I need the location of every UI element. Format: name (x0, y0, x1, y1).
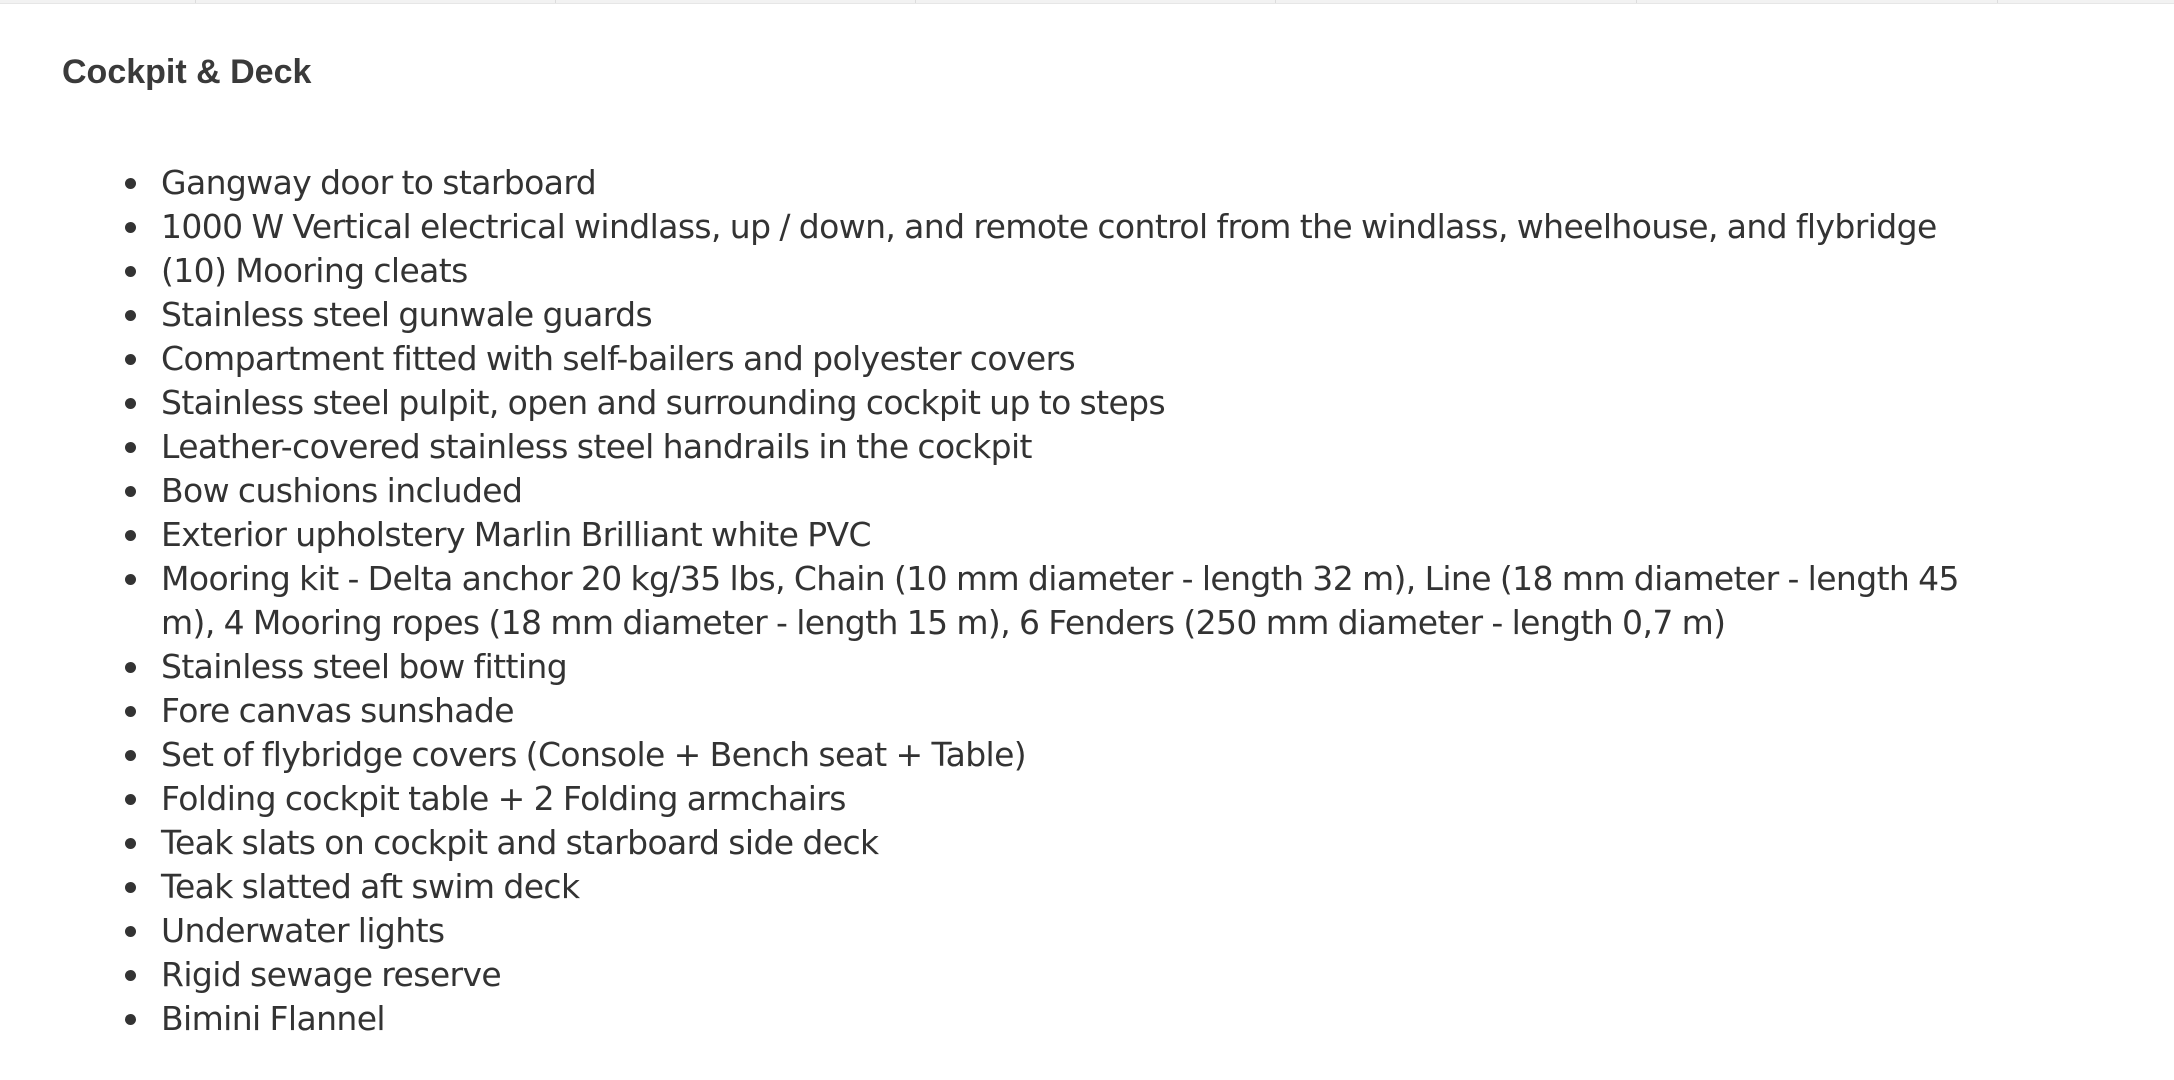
list-item (161, 293, 2021, 337)
list-item (161, 909, 2021, 953)
list-item (161, 645, 2021, 689)
bullet-icon (125, 222, 136, 233)
list-item (161, 249, 2021, 293)
bullet-icon (125, 662, 136, 673)
list-item-text: Stainless steel pulpit, open and surrounding cockpit up to steps (161, 383, 1166, 422)
list-item (161, 689, 2021, 733)
list-item-text: Rigid sewage reserve (161, 955, 502, 994)
bullet-icon (125, 838, 136, 849)
bullet-icon (125, 266, 136, 277)
bullet-icon (125, 970, 136, 981)
bullet-icon (125, 486, 136, 497)
list-item-text: Compartment fitted with self-bailers and polyester covers (161, 339, 1076, 378)
list-item-text: Folding cockpit table + 2 Folding armchairs (161, 779, 846, 818)
list-item (161, 425, 2021, 469)
list-item-text: Mooring kit - Delta anchor 20 kg/35 lbs, Chain (10 mm diameter - length 32 m), Line (18 mm diameter - length 45 m), 4 Mooring ropes (18 mm diameter - length 15 m), 6 Fenders (250 mm diameter - length 0,7 m) (161, 559, 1959, 642)
list-item (161, 381, 2021, 425)
bullet-icon (125, 750, 136, 761)
list-item-text: Bow cushions included (161, 471, 523, 510)
list-item (161, 733, 2021, 777)
list-item-text: Bimini Flannel (161, 999, 385, 1038)
strip-separator (1636, 0, 1637, 3)
list-item (161, 205, 2021, 249)
feature-list (161, 161, 2021, 1041)
bullet-icon (125, 398, 136, 409)
list-item-text: Gangway door to starboard (161, 163, 597, 202)
list-item-text: Set of flybridge covers (Console + Bench seat + Table) (161, 735, 1027, 774)
list-item (161, 777, 2021, 821)
bullet-icon (125, 926, 136, 937)
bullet-icon (125, 794, 136, 805)
list-item-text: Stainless steel gunwale guards (161, 295, 653, 334)
list-item (161, 953, 2021, 997)
list-item-text: (10) Mooring cleats (161, 251, 468, 290)
strip-separator (195, 0, 196, 3)
list-item-text: Leather-covered stainless steel handrails in the cockpit (161, 427, 1032, 466)
strip-separator (555, 0, 556, 3)
bullet-icon (125, 530, 136, 541)
list-item (161, 513, 2021, 557)
list-item (161, 997, 2021, 1041)
strip-separator (1275, 0, 1276, 3)
top-divider-strip (0, 0, 2174, 4)
bullet-icon (125, 178, 136, 189)
list-item-text: Teak slats on cockpit and starboard side deck (161, 823, 879, 862)
bullet-icon (125, 310, 136, 321)
list-item-text: Exterior upholstery Marlin Brilliant white PVC (161, 515, 871, 554)
list-item (161, 161, 2021, 205)
bullet-icon (125, 442, 136, 453)
bullet-icon (125, 882, 136, 893)
strip-separator (1997, 0, 1998, 3)
list-item-text: Teak slatted aft swim deck (161, 867, 580, 906)
list-item (161, 865, 2021, 909)
list-item-text: Stainless steel bow fitting (161, 647, 568, 686)
bullet-icon (125, 354, 136, 365)
list-item (161, 557, 2021, 645)
list-item-text: Underwater lights (161, 911, 445, 950)
bullet-icon (125, 574, 136, 585)
list-item (161, 469, 2021, 513)
bullet-icon (125, 1014, 136, 1025)
strip-separator (915, 0, 916, 3)
list-item-text: Fore canvas sunshade (161, 691, 514, 730)
list-item (161, 337, 2021, 381)
bullet-icon (125, 706, 136, 717)
list-item (161, 821, 2021, 865)
list-item-text: 1000 W Vertical electrical windlass, up / down, and remote control from the windlass, wheelhouse, and flybridge (161, 207, 1937, 246)
section-title: Cockpit & Deck (62, 53, 312, 91)
